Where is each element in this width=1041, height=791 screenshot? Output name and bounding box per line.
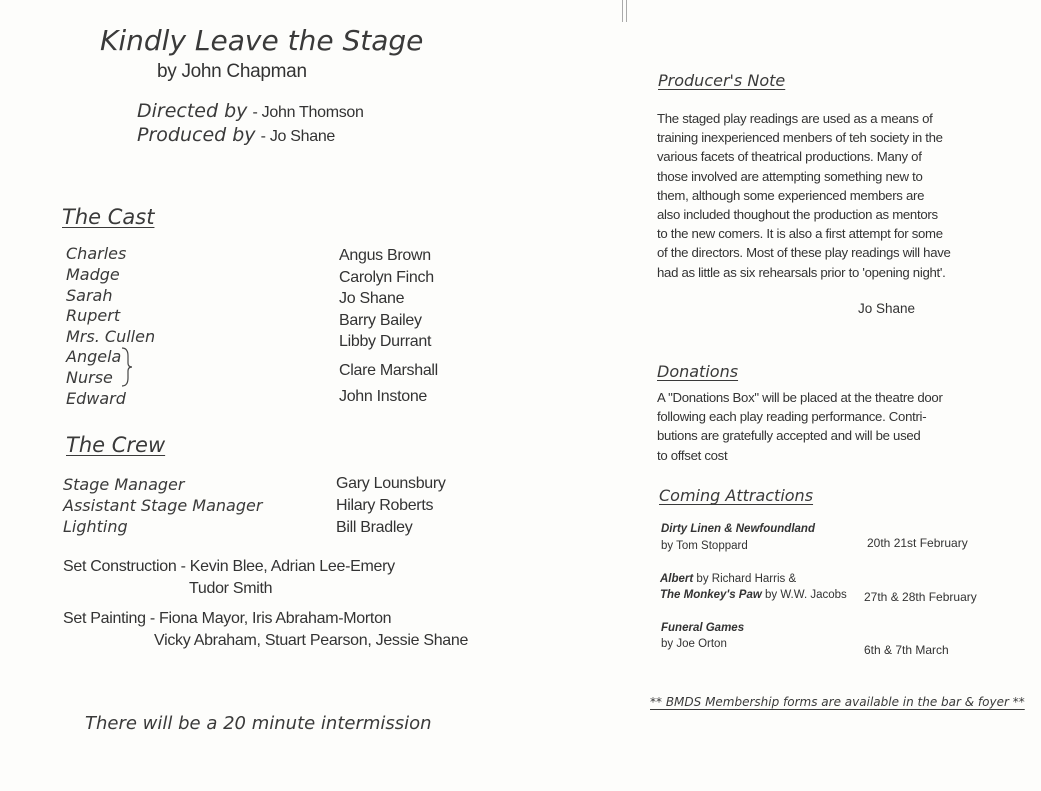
producers-note-line: them, although some experienced members are	[657, 187, 925, 203]
attraction-author: by Richard Harris &	[693, 573, 797, 585]
crew-name: Gary Lounsbury	[336, 475, 446, 492]
producers-note-line: various facets of theatrical productions. Many of	[657, 149, 922, 165]
attraction-title-line	[660, 573, 796, 585]
directed-line	[137, 100, 364, 122]
attraction-dates: 6th & 7th March	[864, 643, 949, 657]
attraction-title: Dirty Linen & Newfoundland	[661, 523, 815, 535]
attraction-dates: 20th 21st February	[867, 536, 968, 550]
attraction-author: by Tom Stoppard	[661, 540, 748, 552]
attraction-dates: 27th & 28th February	[864, 590, 977, 604]
attraction-title-line	[661, 523, 815, 535]
produced-line	[137, 124, 335, 146]
cast-role: Angela	[66, 347, 122, 366]
producers-note-line: training inexperienced menbers of teh society in the	[657, 130, 943, 146]
producers-note-signature: Jo Shane	[858, 301, 916, 316]
producers-note-line: also included thoughout the production as mentors	[657, 207, 938, 223]
crew-role: Assistant Stage Manager	[63, 496, 263, 515]
attraction-author: by W.W. Jacobs	[761, 589, 847, 601]
cast-actor: Jo Shane	[339, 290, 405, 307]
cast-role: Madge	[66, 265, 120, 284]
crew-role: Stage Manager	[63, 475, 185, 494]
cast-actor: Libby Durrant	[339, 333, 432, 350]
producers-note-line: those involved are attempting something new to	[657, 168, 923, 184]
cast-actor: John Instone	[339, 388, 428, 405]
set-painting-line1: Set Painting - Fiona Mayor, Iris Abraham-Morton	[63, 610, 392, 627]
cast-heading: The Cast	[62, 205, 155, 229]
donations-line: to offset cost	[657, 447, 728, 463]
play-title: Kindly Leave the Stage	[100, 24, 424, 57]
donations-line: butions are gratefully accepted and will be used	[657, 428, 921, 444]
play-author: by John Chapman	[157, 61, 307, 82]
attraction-title: The Monkey's Paw	[660, 589, 762, 601]
cast-role: Mrs. Cullen	[66, 327, 156, 346]
cast-role: Rupert	[66, 306, 121, 325]
cast-role: Nurse	[66, 368, 113, 387]
attraction-title-line	[661, 622, 744, 634]
produced-label: Produced by	[137, 124, 256, 146]
cast-role: Charles	[66, 244, 127, 263]
producers-note-line: The staged play readings are used as a means of	[657, 111, 933, 126]
donations-line: A "Donations Box" will be placed at the theatre door	[657, 390, 943, 405]
director-name: - John Thomson	[252, 104, 364, 121]
set-construction-line1: Set Construction - Kevin Blee, Adrian Lee-Emery	[63, 558, 395, 575]
producers-note-body	[657, 109, 987, 282]
donations-line: following each play reading performance. Contri-	[657, 409, 927, 425]
cast-role: Edward	[66, 389, 126, 408]
crew-heading: The Crew	[66, 433, 166, 457]
attraction-title: Albert	[660, 573, 694, 585]
intermission-note: There will be a 20 minute intermission	[85, 713, 432, 734]
crew-role: Lighting	[63, 517, 128, 536]
producer-name: - Jo Shane	[260, 128, 336, 145]
producers-note-line: of the directors. Most of these play readings will have	[657, 245, 951, 261]
crew-name: Hilary Roberts	[336, 497, 434, 514]
directed-label: Directed by	[137, 100, 248, 122]
cast-actor: Clare Marshall	[339, 362, 438, 379]
donations-body	[657, 388, 987, 465]
attraction-title: Funeral Games	[661, 622, 745, 634]
crew-name: Bill Bradley	[336, 519, 413, 536]
donations-heading: Donations	[657, 362, 739, 381]
membership-footer-note: ** BMDS Membership forms are available in the bar & foyer **	[650, 695, 1025, 709]
attraction-author: by Joe Orton	[661, 638, 727, 650]
cast-actor: Barry Bailey	[339, 312, 422, 329]
attraction-title-line	[660, 589, 847, 601]
cast-role: Sarah	[66, 286, 113, 305]
set-painting-line2: Vicky Abraham, Stuart Pearson, Jessie Shane	[154, 632, 469, 649]
coming-attractions-heading: Coming Attractions	[659, 486, 814, 505]
cast-actor: Angus Brown	[339, 247, 431, 264]
producers-note-heading: Producer's Note	[658, 71, 786, 90]
cast-bracket-icon	[118, 346, 136, 388]
cast-actor: Carolyn Finch	[339, 269, 434, 286]
page-fold-mark	[622, 0, 627, 22]
producers-note-line: had as little as six rehearsals prior to 'opening night'.	[657, 264, 946, 280]
producers-note-line: to the new comers. It is also a first attempt for some	[657, 226, 943, 242]
set-construction-line2: Tudor Smith	[189, 580, 273, 597]
